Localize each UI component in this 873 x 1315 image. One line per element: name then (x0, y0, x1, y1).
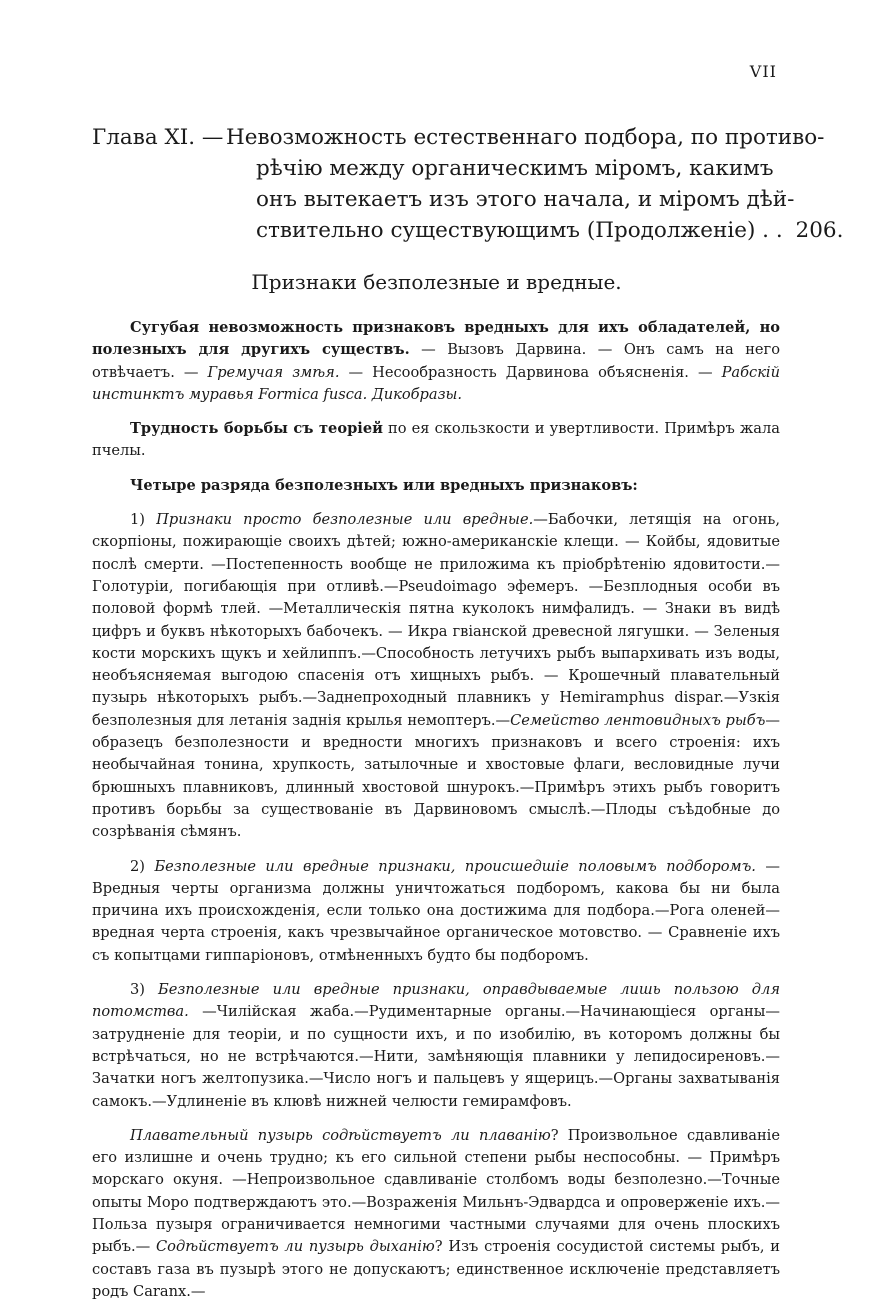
p7-text-2: ? Изъ строенія сосудистой системы рыбъ, и составъ газа въ пузырѣ этого не допускаютъ; единственное исключеніе представляетъ родъ Caranx.— (92, 1238, 781, 1300)
chapter-heading (92, 122, 844, 246)
paragraph-4 (92, 509, 780, 843)
chapter-title-line-2: рѣчію между органическимъ міромъ, какимъ (256, 156, 774, 181)
p4-italic-1: Признаки просто безполезные или вредные. (156, 511, 534, 529)
paragraph-1 (92, 317, 780, 406)
p4-italic-2: Семейство лентовидныхъ рыбъ (510, 711, 766, 729)
p1-italic-2: Рабскій инстинктъ муравья Formica fusca. Дикобразы. (92, 363, 780, 403)
p1-bold: Сугубая невозможность признаковъ вредныхъ для ихъ обладателей, но полезныхъ для другихъ существъ. (92, 319, 780, 359)
p5-num: 2) (130, 857, 155, 875)
p2-bold: Трудность борьбы съ теоріей (130, 420, 383, 438)
body-text (92, 317, 780, 1315)
chapter-title-line-4-text: ствительно существующимъ (Продолженіе) . (256, 218, 769, 243)
chapter-leader: . (775, 218, 783, 243)
p4-num: 1) (130, 511, 157, 529)
paragraph-2 (92, 418, 780, 463)
chapter-label: Глава XI. — (92, 125, 224, 150)
chapter-title-line-3: онъ вытекаетъ изъ этого начала, и міромъ дѣй- (256, 187, 795, 212)
p2-text: по ея скользкости и увертливости. Примѣръ жала пчелы. (92, 420, 780, 460)
p1-italic-1: Гремучая змѣя. (207, 363, 340, 381)
p4-text-2: —образецъ безполезности и вредности многихъ признаковъ и всего строенія: ихъ необычайная тонина, хрупкость, затылочные и хвостовые флаги, весловидные лучи брюшныхъ плавниковъ, длинный хвостовой шнурокъ.—Примѣръ этихъ рыбъ говоритъ противъ борьбы за существованіе въ Дарвиновомъ смыслѣ.—Плоды съѣдобные до созрѣванія сѣмянъ. (92, 711, 781, 841)
chapter-title-line-1: Невозможность естественнаго подбора, по противо- (226, 125, 825, 150)
p6-text: —Чилійская жаба.—Рудиментарные органы.—Начинающіеся органы—затрудненіе для теоріи, и по сущности ихъ, и по изобилію, въ которомъ должны бы встрѣчаться, но не встрѣчаются.—Нити, замѣняющія плавники у лепидосиреновъ.—Зачатки ногъ желтопузика.—Число ногъ и пальцевъ у ящерицъ.—Органы захватыванія самокъ.—Удлиненіе въ клювѣ нижней челюсти гемирамфовъ. (92, 1003, 780, 1110)
page-number: VII (749, 62, 777, 81)
paragraph-6 (92, 979, 780, 1113)
p3-bold: Четыре разряда безполезныхъ или вредныхъ признаковъ: (130, 476, 638, 494)
p7-text-1: ? Произвольное сдавливаніе его излишне и очень трудно; къ его сильной степени рыбы неспособны. — Примѣръ морскаго окуня. —Непроизвольное сдавливаніе столбомъ воды безполезно.—Точные опыты Моро подтверждаютъ это.—Возраженія Мильнъ-Эдвардса и опроверженіе ихъ.—Польза пузыря ограничивается немногими частными случаями для очень плоскихъ рыбъ.— (92, 1126, 780, 1256)
p6-italic: Безполезные или вредные признаки, оправдываемые лишь пользою для потомства. (92, 981, 780, 1021)
p1-text-2: — Несообразность Дарвинова объясненія. — (339, 363, 722, 381)
paragraph-7 (92, 1125, 780, 1303)
p5-text: — Вредныя черты организма должны уничтожаться подборомъ, какова бы ни была причина ихъ происхожденія, если только она достижима для подбора.—Рога оленей—вредная черта строенія, какъ чрезвычайное органическое мотовство. — Сравненіе ихъ съ копытцами гиппаріоновъ, отмѣненныхъ будто бы подборомъ. (92, 857, 781, 964)
p7-italic-1: Плавательный пузырь содѣйствуетъ ли плаванію (130, 1126, 551, 1144)
p5-italic: Безполезные или вредные признаки, происшедшіе половымъ подборомъ. (154, 857, 756, 875)
p4-text-1: —Бабочки, летящія на огонь, скорпіоны, пожирающіе своихъ дѣтей; южно-американскіе клещи. — Койбы, ядовитые послѣ смерти. —Постепенность вообще не приложима къ пріобрѣтенію ядовитости.—Голотуріи, погибающія при отливѣ.—Pseudoimago эфемеръ. —Безплодныя особи въ половой формѣ тлей. —Металлическія пятна куколокъ нимфалидъ. — Знаки въ видѣ цифръ и буквъ нѣкоторыхъ бабочекъ. — Икра гвіанской древесной лягушки. — Зеленыя кости морскихъ щукъ и хейлиппъ.—Способность летучихъ рыбъ выпархивать изъ воды, необъясняемая выгодою спасенія отъ хищныхъ рыбъ. — Крошечный плавательный пузырь нѣкоторыхъ рыбъ.—Заднепроходный плавникъ у Hemiramphus dispar.—Узкія безполезныя для летанія заднія крылья немоптеръ.— (92, 511, 780, 729)
paragraph-5 (92, 856, 780, 967)
p1-text-1: — Вызовъ Дарвина. — Онъ самъ на него отвѣчаетъ. — (92, 341, 780, 381)
paragraph-3 (92, 475, 780, 497)
chapter-page-number: 206. (795, 218, 844, 243)
p6-num: 3) (130, 981, 159, 999)
chapter-title-line-4 (92, 215, 844, 246)
section-title: Признаки безполезные и вредные. (251, 270, 622, 294)
p7-italic-2: Содѣйствуетъ ли пузырь дыханію (156, 1238, 435, 1256)
